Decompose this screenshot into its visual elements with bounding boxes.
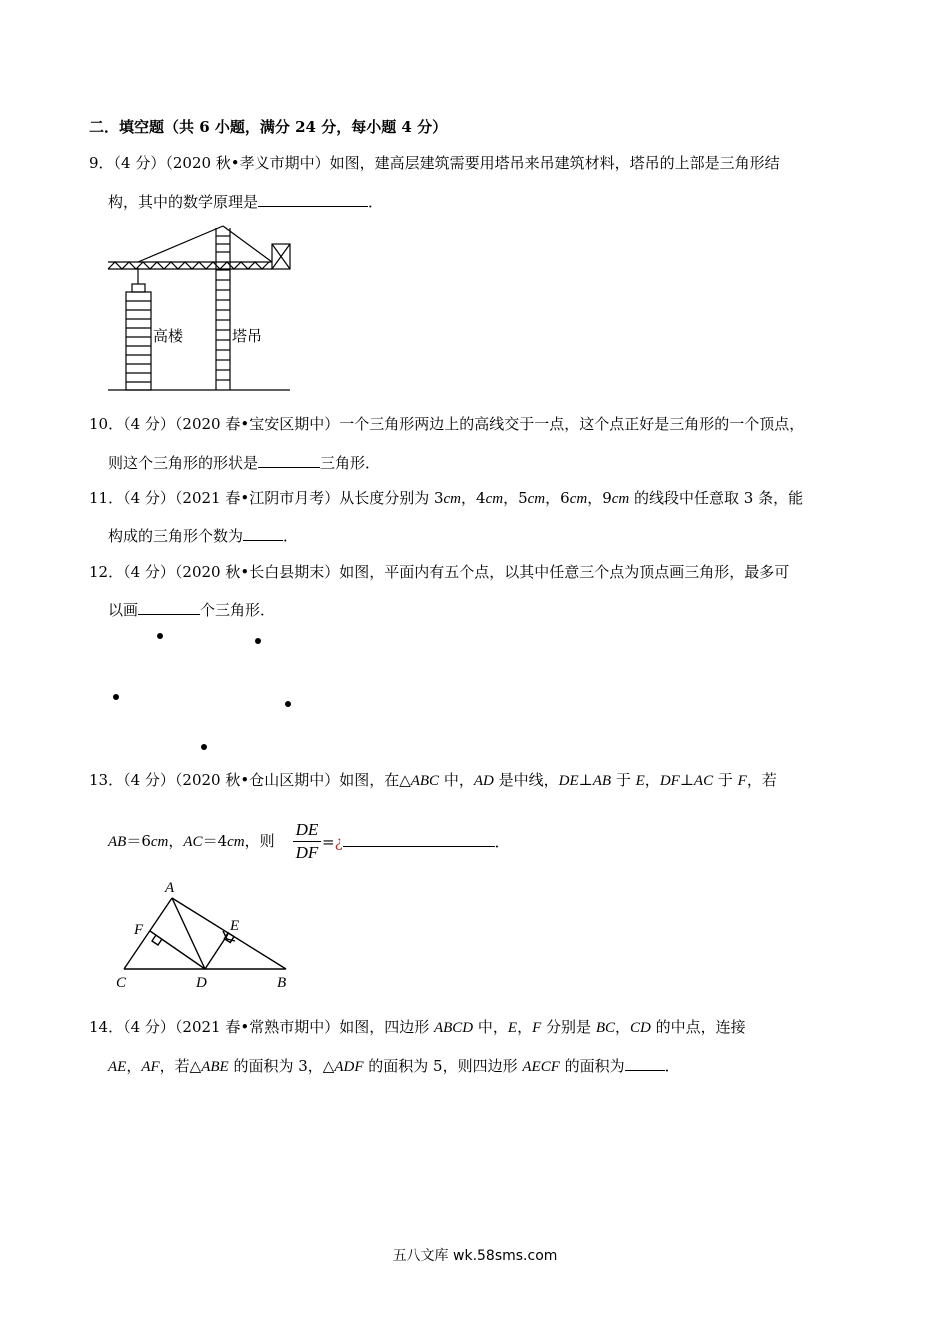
fraction-numerator: DE bbox=[295, 820, 319, 839]
sep: ， bbox=[545, 489, 561, 507]
q14-text-a: 14．（4 分）（2021 春•常熟市期中）如图，四边形 bbox=[89, 1018, 434, 1036]
var-AC: AC bbox=[183, 834, 203, 850]
q14-answer-blank[interactable] bbox=[625, 1054, 665, 1071]
section-heading: 二．填空题（共 6 小题，满分 24 分，每小题 4 分） bbox=[89, 118, 448, 136]
q11-line1 bbox=[89, 487, 803, 510]
q11-line2 bbox=[108, 524, 298, 547]
point bbox=[157, 633, 163, 639]
q12-text: 以画 bbox=[108, 601, 139, 619]
q9-period: ． bbox=[368, 193, 384, 211]
text: 的面积为 3，△ bbox=[228, 1057, 335, 1075]
var-BC: BC bbox=[595, 1020, 615, 1036]
q14-line2 bbox=[108, 1054, 680, 1078]
point bbox=[285, 701, 291, 707]
var-AC: AC bbox=[693, 773, 714, 789]
text: 的面积为 5，则四边形 bbox=[363, 1057, 523, 1075]
q14-line1 bbox=[89, 1016, 746, 1039]
q13-line1 bbox=[89, 769, 777, 792]
q12-points-figure bbox=[100, 625, 310, 760]
text: ， bbox=[126, 1057, 142, 1075]
var-ABE: ABE bbox=[201, 1059, 229, 1075]
building-label: 高楼 bbox=[153, 327, 184, 345]
q10-line2 bbox=[108, 451, 380, 474]
q13-triangle-figure bbox=[110, 878, 300, 993]
q9-answer-blank[interactable] bbox=[258, 190, 368, 207]
var-AECF: AECF bbox=[522, 1059, 560, 1075]
q10-text: 则这个三角形的形状是 bbox=[108, 454, 259, 472]
fraction-bar bbox=[293, 841, 321, 842]
unit-cm: cm bbox=[611, 491, 630, 507]
var-ABC: ABC bbox=[410, 773, 440, 789]
q12-answer-blank[interactable] bbox=[138, 598, 200, 615]
text: 的中点，连接 bbox=[650, 1018, 746, 1036]
var-F: F bbox=[737, 773, 747, 789]
point bbox=[113, 694, 119, 700]
q11-answer-blank[interactable] bbox=[243, 524, 283, 541]
period: ． bbox=[664, 1057, 680, 1075]
label-D: D bbox=[196, 975, 207, 991]
var-ABCD: ABCD bbox=[433, 1020, 474, 1036]
text: ＝6 bbox=[126, 832, 151, 850]
sep: ， bbox=[503, 489, 519, 507]
fraction-de-df bbox=[293, 820, 321, 863]
q11-text: 构成的三角形个数为 bbox=[108, 527, 244, 545]
text: ， bbox=[517, 1018, 533, 1036]
q12-line2 bbox=[108, 598, 275, 621]
q13-answer-blank[interactable] bbox=[343, 830, 495, 847]
text: 于 bbox=[611, 771, 636, 789]
q11-period: ． bbox=[283, 527, 299, 545]
perp-symbol: ⊥ bbox=[679, 771, 694, 789]
q9-text: 构，其中的数学原理是 bbox=[108, 193, 259, 211]
unit-cm: cm bbox=[227, 834, 245, 850]
fraction-denominator: DF bbox=[295, 843, 319, 862]
label-C: C bbox=[116, 975, 127, 991]
q12-text-end: 个三角形． bbox=[200, 601, 276, 619]
text: ， bbox=[644, 771, 660, 789]
q9-line2 bbox=[108, 190, 383, 213]
len-6: 6 bbox=[560, 489, 570, 507]
q12-line1: 12．（4 分）（2020 秋•长白县期末）如图，平面内有五个点，以其中任意三个点为顶点画三角形，最多可 bbox=[89, 563, 790, 581]
q13-text-a: 13．（4 分）（2020 秋•仓山区期中）如图，在△ bbox=[89, 771, 411, 789]
sep: ， bbox=[587, 489, 603, 507]
q13-line2 bbox=[108, 830, 275, 853]
equals: = bbox=[322, 833, 335, 851]
len-9: 9 bbox=[602, 489, 612, 507]
text: 中， bbox=[439, 771, 474, 789]
point bbox=[201, 744, 207, 750]
text: 分别是 bbox=[541, 1018, 596, 1036]
var-AB: AB bbox=[108, 834, 127, 850]
q13-line2-end bbox=[322, 830, 510, 853]
q10-text-end: 三角形． bbox=[320, 454, 381, 472]
perp-symbol: ⊥ bbox=[578, 771, 593, 789]
unit-cm: cm bbox=[527, 491, 546, 507]
unit-cm: cm bbox=[443, 491, 462, 507]
var-AF: AF bbox=[141, 1059, 160, 1075]
text: ＝4 bbox=[202, 832, 228, 850]
unit-cm: cm bbox=[569, 491, 588, 507]
q9-crane-figure bbox=[100, 222, 300, 394]
var-DF: DF bbox=[659, 773, 680, 789]
len-5: 5 bbox=[518, 489, 528, 507]
q11-text-b: 的线段中任意取 3 条，能 bbox=[629, 489, 804, 507]
len-4: 4 bbox=[476, 489, 486, 507]
var-ADF: ADF bbox=[334, 1059, 364, 1075]
var-CD: CD bbox=[630, 1020, 651, 1036]
label-F: F bbox=[134, 922, 144, 938]
text: ，若△ bbox=[159, 1057, 202, 1075]
q11-text-a: 11．（4 分）（2021 春•江阴市月考）从长度分别为 3 bbox=[89, 489, 444, 507]
var-F: F bbox=[532, 1020, 542, 1036]
text: 是中线， bbox=[493, 771, 559, 789]
text: ， bbox=[168, 832, 184, 850]
text: 于 bbox=[713, 771, 738, 789]
var-E: E bbox=[507, 1020, 518, 1036]
label-B: B bbox=[277, 975, 287, 991]
label-E: E bbox=[230, 918, 240, 934]
crane-label: 塔吊 bbox=[232, 327, 263, 345]
var-E: E bbox=[635, 773, 645, 789]
text: ，则 bbox=[244, 832, 275, 850]
q9-line1: 9．（4 分）（2020 秋•孝义市期中）如图，建高层建筑需要用塔吊来吊建筑材料，塔吊的上部是三角形结 bbox=[89, 154, 780, 172]
point bbox=[255, 638, 261, 644]
label-A: A bbox=[165, 880, 175, 896]
footer-watermark: 五八文库 wk.58sms.com bbox=[392, 1248, 558, 1264]
period: ． bbox=[494, 833, 510, 851]
q10-line1: 10．（4 分）（2020 春•宝安区期中）一个三角形两边上的高线交于一点，这个点正好是三角形的一个顶点， bbox=[89, 415, 805, 433]
var-AD: AD bbox=[473, 773, 494, 789]
text: ，若 bbox=[746, 771, 777, 789]
text: 中， bbox=[473, 1018, 508, 1036]
var-AB: AB bbox=[592, 773, 612, 789]
unit-cm: cm bbox=[150, 834, 169, 850]
sep: ， bbox=[461, 489, 477, 507]
text: 的面积为 bbox=[559, 1057, 625, 1075]
text: ， bbox=[615, 1018, 631, 1036]
q10-answer-blank[interactable] bbox=[258, 451, 320, 468]
var-DE: DE bbox=[558, 773, 579, 789]
glyph: ¿ bbox=[334, 833, 343, 851]
unit-cm: cm bbox=[485, 491, 504, 507]
var-AE: AE bbox=[108, 1059, 127, 1075]
